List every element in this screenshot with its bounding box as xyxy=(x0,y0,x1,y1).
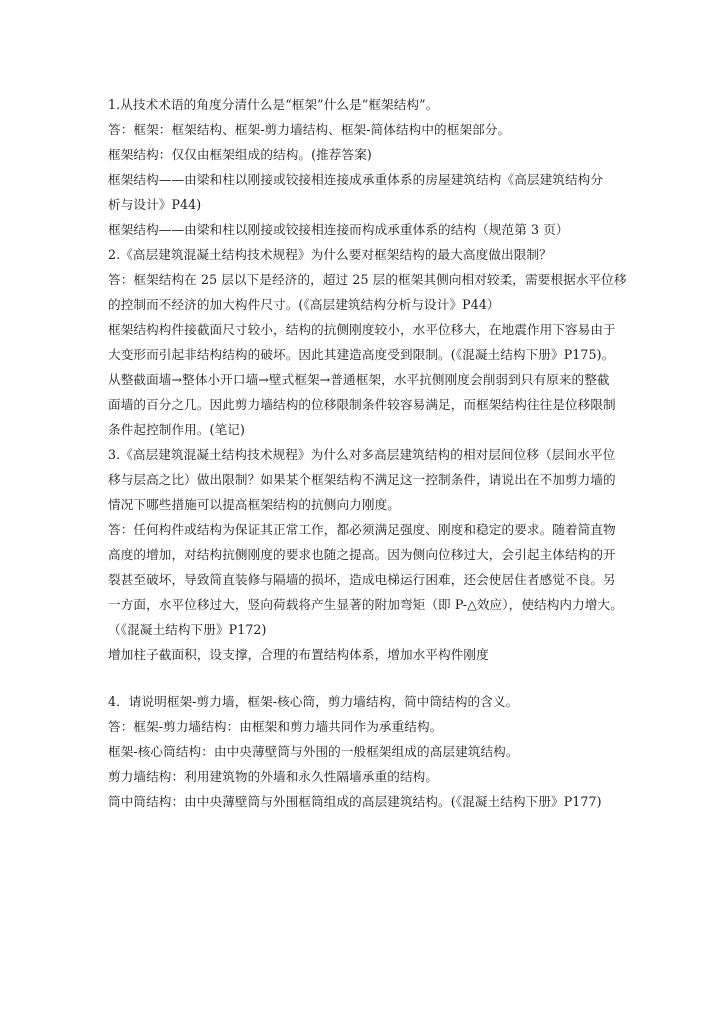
answer-line: 增加柱子截面积，设支撑，合理的布置结构体系，增加水平构件刚度 xyxy=(108,647,489,662)
answer-line: 答：框架结构在 25 层以下是经济的，超过 25 层的框架其侧向相对较柔，需要根据水平位移 xyxy=(108,272,627,287)
answer-line: 框架-核心筒结构：由中央薄壁筒与外围的一般框架组成的高层建筑结构。 xyxy=(108,744,519,759)
answer-line: （《混凝土结构下册》P172) xyxy=(108,622,267,637)
answer-line: 条件起控制作用。(笔记) xyxy=(108,422,245,437)
answer-line: 的控制而不经济的加大构件尺寸。(《高层建筑结构分析与设计》P44） xyxy=(108,297,500,312)
question-4: 4．请说明框架-剪力墙，框架-核心筒，剪力墙结构，简中筒结构的含义。 xyxy=(108,694,519,709)
answer-line: 面墙的百分之几。因此剪力墙结构的位移限制条件较容易满足，而框架结构往往是位移限制 xyxy=(108,397,616,412)
answer-line: 框架结构——由梁和柱以刚接或铰接相连接而构成承重体系的结构（规范第 3 页） xyxy=(108,222,569,237)
answer-line: 筒中筒结构：由中央薄壁筒与外围框筒组成的高层建筑结构。(《混凝土结构下册》P177) xyxy=(108,794,602,809)
answer-line: 析与设计》P44) xyxy=(108,197,202,212)
document-page xyxy=(108,92,627,814)
answer-line: 答：框架-剪力墙结构：由框架和剪力墙共同作为承重结构。 xyxy=(108,719,443,734)
question-2: 2.《高层建筑混凝土结构技术规程》为什么要对框架结构的最大高度做出限制？ xyxy=(108,247,552,262)
paragraph-gap xyxy=(108,667,618,689)
question-3: 情况下哪些措施可以提高框架结构的抗侧向力刚度。 xyxy=(108,497,400,512)
answer-line: 高度的增加，对结构抗侧刚度的要求也随之提高。因为侧向位移过大，会引起主体结构的开 xyxy=(108,547,616,562)
answer-line: 大变形而引起非结构结构的破坏。因此其建造高度受到限制。(《混凝土结构下册》P175)。 xyxy=(108,347,615,362)
answer-line: 答：任何构件或结构为保证其正常工作，都必须满足强度、刚度和稳定的要求。随着简直物 xyxy=(108,522,616,537)
answer-line: 框架结构构件接截面尺寸较小，结构的抗侧刚度较小，水平位移大，在地震作用下容易由于 xyxy=(108,322,616,337)
answer-line: 答：框架：框架结构、框架-剪力墙结构、框架-简体结构中的框架部分。 xyxy=(108,122,511,137)
answer-line: 框架结构：仅仅由框架组成的结构。(推荐答案) xyxy=(108,147,372,162)
question-1: 1.从技术术语的角度分清什么是“框架”什么是“框架结构”。 xyxy=(108,97,439,112)
answer-line: 框架结构——由梁和柱以刚接或铰接相连接成承重体系的房屋建筑结构《高层建筑结构分 xyxy=(108,172,604,187)
question-3: 3.《高层建筑混凝土结构技术规程》为什么对多高层建筑结构的相对层间位移（层间水平位 xyxy=(108,447,616,462)
question-3: 移与层高之比）做出限制？如果某个框架结构不满足这一控制条件，请说出在不加剪力墙的 xyxy=(108,472,616,487)
answer-line: 裂甚至破坏，导致简直装修与隔墙的损坏，造成电梯运行困难，还会使居住者感觉不良。另 xyxy=(108,572,616,587)
answer-line: 剪力墙结构：利用建筑物的外墙和永久性隔墙承重的结构。 xyxy=(108,769,439,784)
answer-line: 一方面，水平位移过大，竖向荷载将产生显著的附加弯矩（即 P-△效应），使结构内力增大。 xyxy=(108,597,623,612)
answer-line: 从整截面墙→整体小开口墙→壁式框架→普通框架，水平抗侧刚度会削弱到只有原来的整截 xyxy=(108,372,610,387)
